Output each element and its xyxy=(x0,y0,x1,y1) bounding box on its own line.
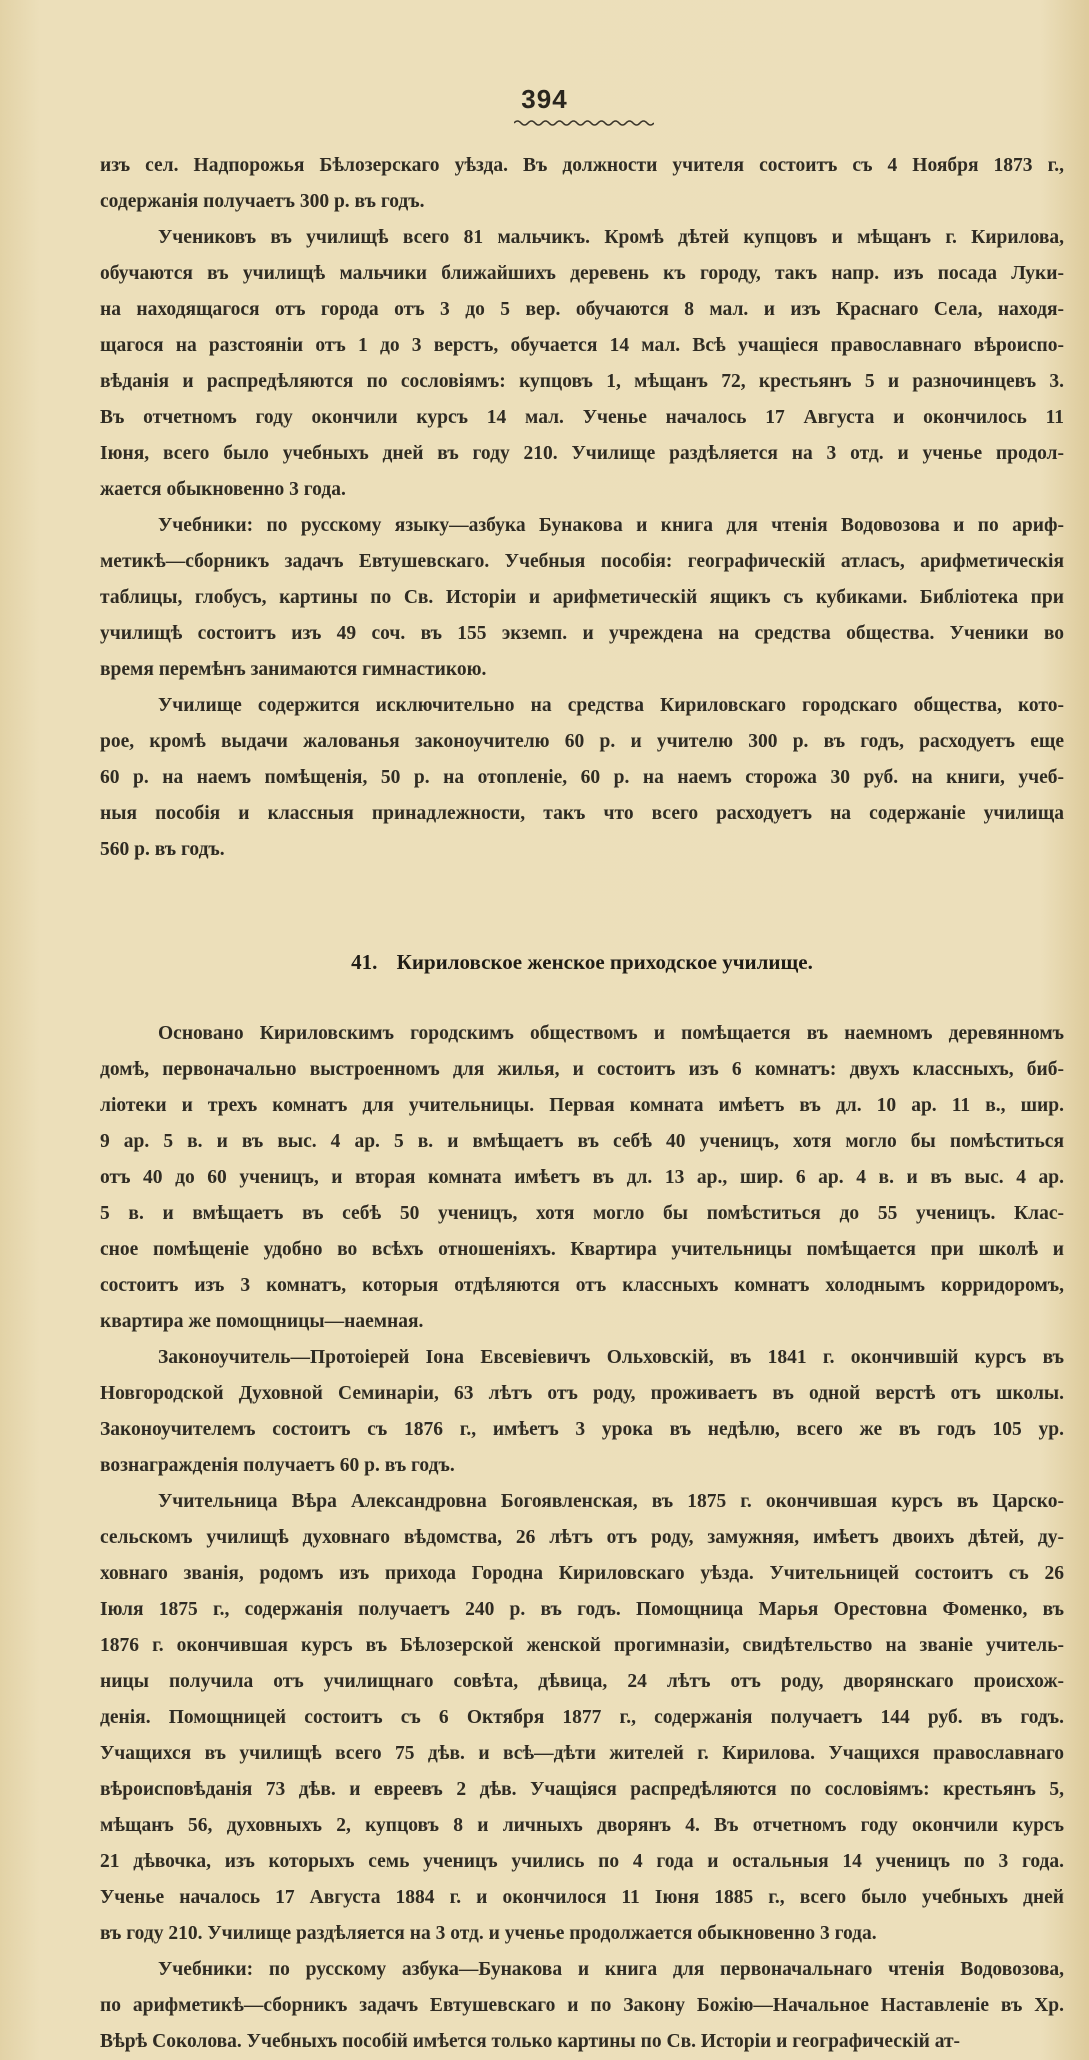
bottom-paragraphs xyxy=(100,1016,1064,2060)
text-line: рое, кромѣ выдачи жалованья законоучителю 60 р. и учителю 300 р. въ годъ, расходуетъ еще xyxy=(100,731,1064,752)
text-line: Ученье началось 17 Августа 1884 г. и окончилося 11 Іюня 1885 г., всего было учебныхъ дней xyxy=(100,1887,1064,1908)
paragraph xyxy=(100,1952,1064,2060)
text-line: Въ отчетномъ году окончили курсъ 14 мал. Ученье началось 17 Августа и окончилось 11 xyxy=(100,407,1064,428)
text-line: Законоучитель—Протоіерей Іона Евсевіевичъ Ольховскій, въ 1841 г. окончившій курсъ въ xyxy=(158,1347,1064,1368)
text-line: 21 дѣвочка, изъ которыхъ семь ученицъ учились по 4 года и остальныя 14 ученицъ по 3 года. xyxy=(100,1851,1064,1872)
text-line: Законоучителемъ состоитъ съ 1876 г., имѣетъ 3 урока въ недѣлю, всего же въ годъ 105 ур. xyxy=(100,1419,1064,1440)
text-line: училищѣ состоитъ изъ 49 соч. въ 155 экземп. и учреждена на средства общества. Ученики во xyxy=(100,623,1064,644)
text-line: по арифметикѣ—сборникъ задачъ Евтушевскаго и по Закону Божію—Начальное Наставленіе въ Хр. xyxy=(100,1995,1064,2016)
top-paragraphs xyxy=(100,148,1064,868)
text-line: мѣщанъ 56, духовныхъ 2, купцовъ 8 и личныхъ дворянъ 4. Въ отчетномъ году окончили курсъ xyxy=(100,1815,1064,1836)
section-title: Кириловское женское приходское училище. xyxy=(396,950,813,974)
text-line: ховнаго званія, родомъ изъ прихода Городна Кириловскаго уѣзда. Учительницей состоитъ съ 26 xyxy=(100,1563,1064,1584)
section-number: 41. xyxy=(351,950,378,974)
text-line: денія. Помощницей состоитъ съ 6 Октября 1877 г., содержанія получаетъ 144 руб. въ годъ. xyxy=(100,1707,1064,1728)
text-line: время перемѣнъ занимаются гимнастикою. xyxy=(100,659,487,680)
text-line: состоитъ изъ 3 комнатъ, которыя отдѣляются отъ классныхъ комнатъ холоднымъ корридоромъ, xyxy=(100,1275,1064,1296)
text-line: Учительница Вѣра Александровна Богоявленская, въ 1875 г. окончившая курсъ въ Царско- xyxy=(158,1491,1064,1512)
text-line: Учащихся въ училищѣ всего 75 дѣв. и всѣ—дѣти жителей г. Кирилова. Учащихся православнаго xyxy=(100,1743,1064,1764)
text-line: метикѣ—сборникъ задачъ Евтушевскаго. Учебныя пособія: географическій атласъ, арифметическія xyxy=(100,551,1064,572)
text-line: 9 ар. 5 в. и въ выс. 4 ар. 5 в. и вмѣщаетъ въ себѣ 40 ученицъ, хотя могло бы помѣститься xyxy=(100,1131,1064,1152)
text-line: Учениковъ въ училищѣ всего 81 мальчикъ. Кромѣ дѣтей купцовъ и мѣщанъ г. Кирилова, xyxy=(158,227,1064,248)
text-line: таблицы, глобусъ, картины по Св. Исторіи и арифметическій ящикъ съ кубиками. Библіотека при xyxy=(100,587,1064,608)
text-line: ныя пособія и классныя принадлежности, такъ что всего расходуетъ на содержаніе училища xyxy=(100,803,1064,824)
paragraph xyxy=(100,1484,1064,1952)
text-line: домѣ, первоначально выстроенномъ для жилья, и состоитъ изъ 6 комнатъ: двухъ классныхъ, биб- xyxy=(100,1059,1064,1080)
text-line: 60 р. на наемъ помѣщенія, 50 р. на отопленіе, 60 р. на наемъ сторожа 30 руб. на книги, учеб- xyxy=(100,767,1064,788)
text-line: Основано Кириловскимъ городскимъ обществомъ и помѣщается въ наемномъ деревянномъ xyxy=(158,1023,1064,1044)
paragraph xyxy=(100,1016,1064,1340)
section-heading xyxy=(100,944,1064,980)
text-line: содержанія получаетъ 300 р. въ годъ. xyxy=(100,191,425,212)
text-line: 560 р. въ годъ. xyxy=(100,839,225,860)
page-body xyxy=(100,148,1064,2060)
text-line: жается обыкновенно 3 года. xyxy=(100,479,346,500)
text-line: сельскомъ училищѣ духовнаго вѣдомства, 26 лѣтъ отъ роду, замужняя, имѣетъ двоихъ дѣтей, ду- xyxy=(100,1527,1064,1548)
text-line: на находящагося отъ города отъ 3 до 5 вер. обучаются 8 мал. и изъ Краснаго Села, находя- xyxy=(100,299,1064,320)
text-line: ліотеки и трехъ комнатъ для учительницы. Первая комната имѣетъ въ дл. 10 ар. 11 в., шир. xyxy=(100,1095,1064,1116)
paragraph xyxy=(100,508,1064,688)
text-line: въ году 210. Училище раздѣляется на 3 отд. и ученье продолжается обыкновенно 3 года. xyxy=(100,1923,877,1944)
text-line: Іюля 1875 г., содержанія получаетъ 240 р. въ годъ. Помощница Марья Орестовна Фоменко, въ xyxy=(100,1599,1064,1620)
paragraph xyxy=(100,220,1064,508)
paragraph xyxy=(100,148,1064,220)
text-line: изъ сел. Надпорожья Бѣлозерскаго уѣзда. Въ должности учителя состоитъ съ 4 Ноября 1873 г., xyxy=(100,155,1064,176)
text-line: 5 в. и вмѣщаетъ въ себѣ 50 ученицъ, хотя могло бы помѣститься до 55 ученицъ. Клас- xyxy=(100,1203,1064,1224)
text-line: отъ 40 до 60 ученицъ, и вторая комната имѣетъ въ дл. 13 ар., шир. 6 ар. 4 в. и въ выс. 4 ар. xyxy=(100,1167,1064,1188)
paragraph xyxy=(100,1340,1064,1484)
text-line: 1876 г. окончившая курсъ въ Бѣлозерской женской прогимназіи, свидѣтельство на званіе учитель- xyxy=(100,1635,1064,1656)
text-line: Учебники: по русскому азбука—Бунакова и книга для первоначальнаго чтенія Водовозова, xyxy=(158,1959,1064,1980)
text-line: сное помѣщеніе удобно во всѣхъ отношеніяхъ. Квартира учительницы помѣщается при школѣ и xyxy=(100,1239,1064,1260)
text-line: Училище содержится исключительно на средства Кириловскаго городскаго общества, кото- xyxy=(158,695,1064,716)
text-line: Учебники: по русскому языку—азбука Бунакова и книга для чтенія Водовозова и по ариф- xyxy=(158,515,1064,536)
text-line: щагося на разстояніи отъ 1 до 3 верстъ, обучается 14 мал. Всѣ учащіеся православнаго вѣроиспо- xyxy=(100,335,1064,356)
text-line: вознагражденія получаетъ 60 р. въ годъ. xyxy=(100,1455,455,1476)
page-number: 394 xyxy=(521,84,568,114)
text-line: вѣроисповѣданія 73 дѣв. и евреевъ 2 дѣв. Учащіяся распредѣляются по сословіямъ: крестьянъ 5, xyxy=(100,1779,1064,1800)
text-line: обучаются въ училищѣ мальчики ближайшихъ деревень къ городу, такъ напр. изъ посада Луки- xyxy=(100,263,1064,284)
text-line: квартира же помощницы—наемная. xyxy=(100,1311,424,1332)
text-line: ницы получила отъ училищнаго совѣта, дѣвица, 24 лѣтъ отъ роду, дворянскаго происхож- xyxy=(100,1671,1064,1692)
paragraph xyxy=(100,688,1064,868)
text-line: Новгородской Духовной Семинаріи, 63 лѣтъ отъ роду, проживаетъ въ одной верстѣ отъ школы. xyxy=(100,1383,1064,1404)
text-line: вѣданія и распредѣляются по сословіямъ: купцовъ 1, мѣщанъ 72, крестьянъ 5 и разночинцевъ 3. xyxy=(100,371,1064,392)
text-line: Вѣрѣ Соколова. Учебныхъ пособій имѣется только картины по Св. Исторіи и географическій ат- xyxy=(100,2031,961,2052)
text-line: Іюня, всего было учебныхъ дней въ году 210. Училище раздѣляется на 3 отд. и ученье продол- xyxy=(100,443,1064,464)
decorative-wavy-rule xyxy=(514,118,654,128)
